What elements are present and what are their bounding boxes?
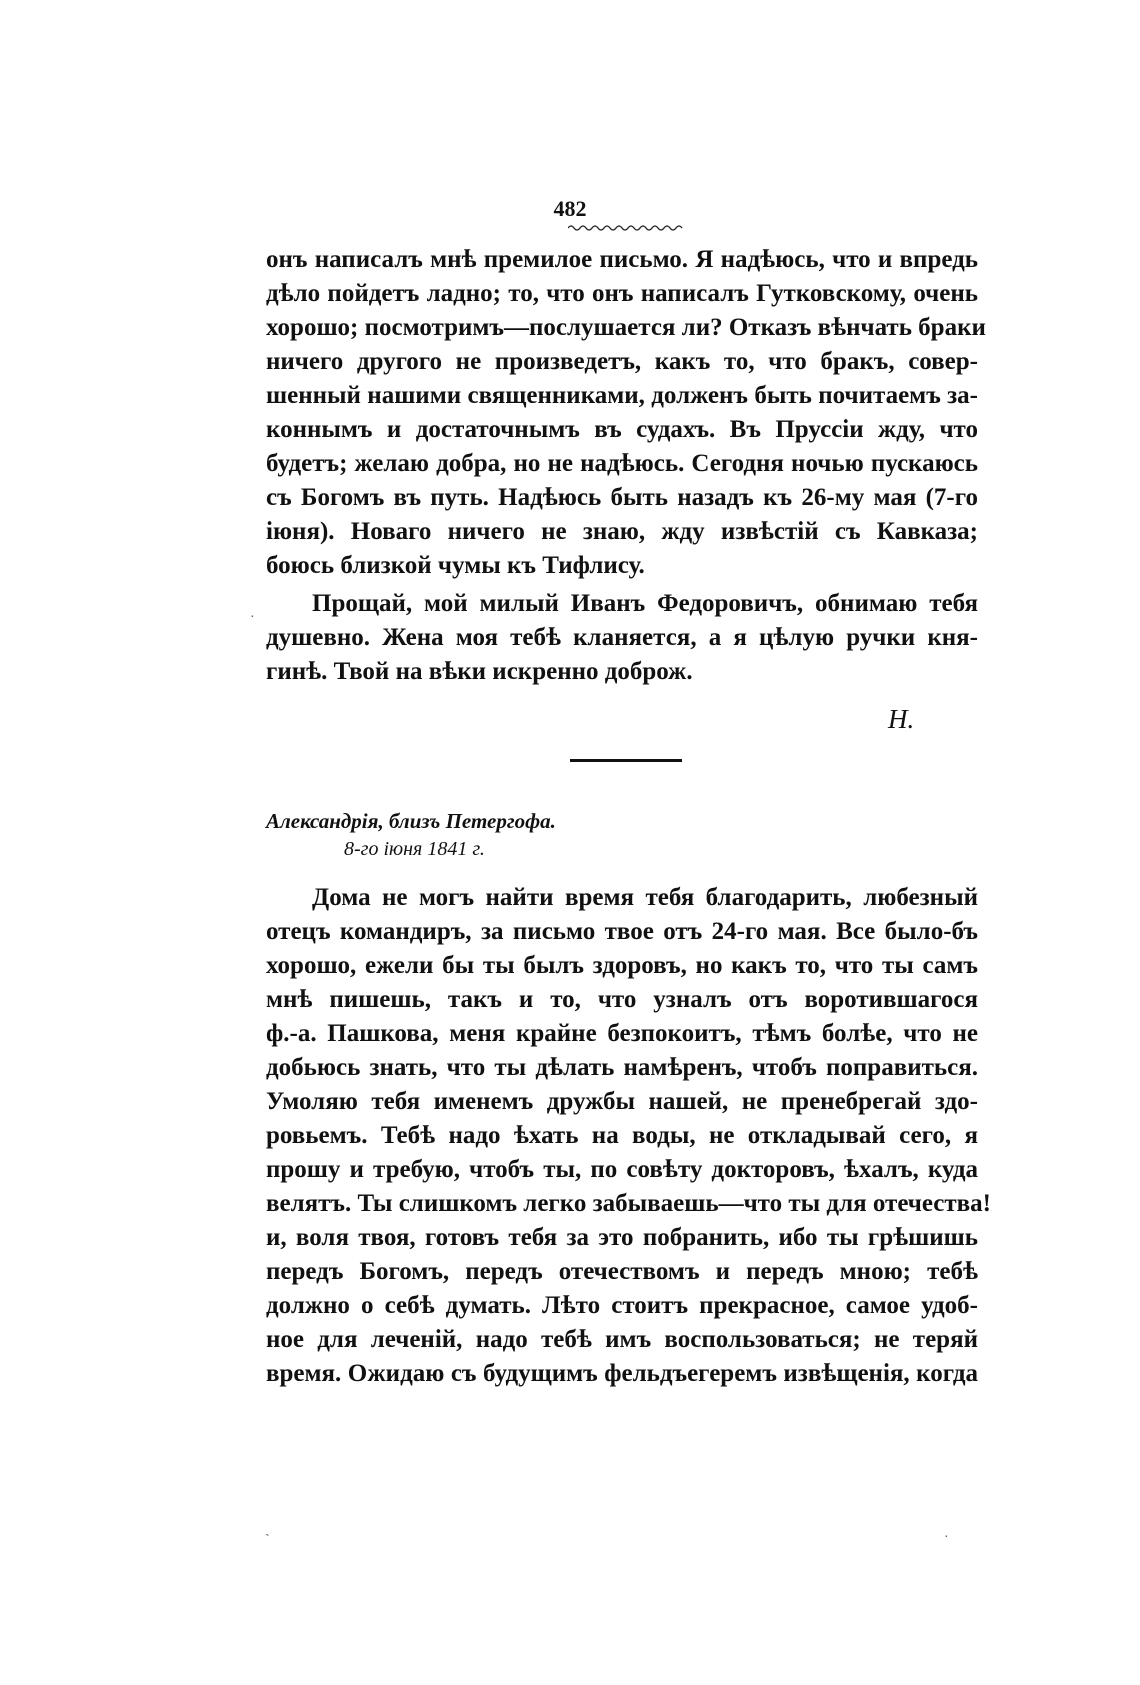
letter2-line: и, воля твоя, готовъ тебя за это побранить, ибо ты грѣшишь bbox=[266, 1224, 978, 1251]
letter1-line: ничего другого не произведетъ, какъ то, что бракъ, совер- bbox=[266, 348, 978, 375]
letter1-line: онъ написалъ мнѣ премилое письмо. Я надѣюсь, что и впредь bbox=[266, 246, 978, 273]
letter2-line: мнѣ пишешь, такъ и то, что узналъ отъ воротившагося bbox=[266, 986, 978, 1013]
letter1-line: будетъ; желаю добра, но не надѣюсь. Сегодня ночью пускаюсь bbox=[266, 450, 978, 477]
page-number: 482 bbox=[553, 196, 587, 221]
letter1-line: хорошо; посмотримъ—послушается ли? Отказъ вѣнчать браки bbox=[266, 314, 986, 341]
letter1-line: іюня). Новаго ничего не знаю, жду извѣстій съ Кавказа; bbox=[266, 518, 978, 545]
wavy-ornament bbox=[568, 224, 686, 232]
letter2-line: Умоляю тебя именемъ дружбы нашей, не пренебрегай здо- bbox=[266, 1088, 978, 1115]
letter1-line: съ Богомъ въ путь. Надѣюсь быть назадъ къ 26-му мая (7-го bbox=[266, 484, 978, 511]
letter2-line: прошу и требую, чтобъ ты, по совѣту докторовъ, ѣхалъ, куда bbox=[266, 1156, 978, 1183]
letter2-line: должно о себѣ думать. Лѣто стоитъ прекрасное, самое удоб- bbox=[266, 1292, 978, 1319]
scan-speck: ˎ bbox=[265, 1522, 270, 1537]
letter1-line: дѣло пойдетъ ладно; то, что онъ написалъ Гутковскому, очень bbox=[266, 280, 978, 307]
letter2-line: Дома не могъ найти время тебя благодарить, любезный bbox=[312, 884, 978, 911]
letter1-line: душевно. Жена моя тебѣ кланяется, а я цѣлую ручки кня- bbox=[266, 624, 978, 651]
letter1-line: Прощай, мой милый Иванъ Федоровичъ, обнимаю тебя bbox=[312, 590, 978, 617]
letter2-line: ровьемъ. Тебѣ надо ѣхать на воды, не откладывай сего, я bbox=[266, 1122, 978, 1149]
letter2-line: ное для леченій, надо тебѣ имъ воспользоваться; не теряй bbox=[266, 1326, 978, 1353]
section-divider bbox=[570, 759, 682, 762]
letter2-line: велятъ. Ты слишкомъ легко забываешь—что ты для отечества! bbox=[266, 1190, 991, 1217]
letter1-line: шенный нашими священниками, долженъ быть почитаемъ за- bbox=[266, 382, 978, 409]
letter1-line: боюсь близкой чумы къ Тифлису. bbox=[266, 552, 645, 579]
scan-speck: · bbox=[250, 610, 255, 625]
letter-date: 8-го іюня 1841 г. bbox=[344, 838, 485, 860]
letter1-line: коннымъ и достаточнымъ въ судахъ. Въ Пруссіи жду, что bbox=[266, 416, 978, 443]
letter2-line: отецъ командиръ, за письмо твое отъ 24-го мая. Все было-бъ bbox=[266, 918, 978, 945]
letter2-line: время. Ожидаю съ будущимъ фельдъегеремъ извѣщенія, когда bbox=[266, 1360, 978, 1387]
letter2-line: передъ Богомъ, передъ отечествомъ и передъ мною; тебѣ bbox=[266, 1258, 978, 1285]
letter2-line: добьюсь знать, что ты дѣлать намѣренъ, чтобъ поправиться. bbox=[266, 1054, 978, 1081]
signature: Н. bbox=[888, 704, 915, 734]
letter-place: Александрія, близъ Петергофа. bbox=[266, 809, 556, 833]
letter1-line: гинѣ. Твой на вѣки искренно доброж. bbox=[266, 658, 693, 685]
letter2-line: ф.-а. Пашкова, меня крайне безпокоитъ, тѣмъ болѣе, что не bbox=[266, 1020, 978, 1047]
scan-speck: · bbox=[944, 1530, 949, 1545]
letter2-line: хорошо, ежели бы ты былъ здоровъ, но какъ то, что ты самъ bbox=[266, 952, 978, 979]
